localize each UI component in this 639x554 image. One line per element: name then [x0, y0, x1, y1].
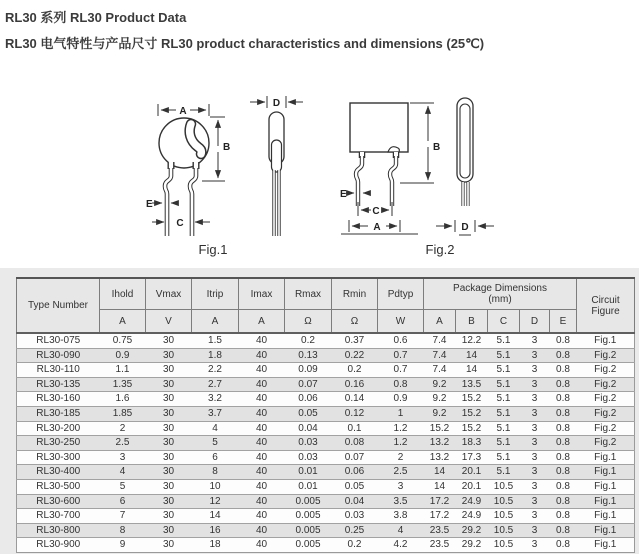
- cell-rmax: 0.01: [285, 479, 332, 494]
- cell-vmax: 30: [146, 523, 192, 538]
- cell-dim-c: 10.5: [488, 479, 520, 494]
- table-row: [17, 436, 635, 451]
- cell-dim-b: 15.2: [456, 421, 488, 436]
- cell-rmax: 0.005: [285, 538, 332, 553]
- table-row: [17, 523, 635, 538]
- cell-rmin: 0.22: [332, 348, 378, 363]
- cell-imax: 40: [239, 538, 285, 553]
- cell-dim-d: 3: [520, 436, 550, 451]
- cell-vmax: 30: [146, 377, 192, 392]
- cell-dim-c: 5.1: [488, 363, 520, 378]
- cell-rmax: 0.09: [285, 363, 332, 378]
- subcol-dim-a: A: [424, 310, 456, 334]
- fig2-front-view: [341, 103, 434, 234]
- cell-itrip: 6: [192, 450, 239, 465]
- fig2-side-view: [436, 98, 494, 235]
- cell-dim-e: 0.8: [550, 333, 577, 348]
- table-row: [17, 377, 635, 392]
- circuit-figure-line1: Circuit: [591, 294, 620, 306]
- cell-dim-c: 5.1: [488, 348, 520, 363]
- table-row: [17, 333, 635, 348]
- cell-rmax: 0.03: [285, 450, 332, 465]
- cell-dim-c: 5.1: [488, 465, 520, 480]
- cell-dim-c: 10.5: [488, 509, 520, 524]
- cell-circuit-figure: Fig.2: [577, 421, 635, 436]
- cell-circuit-figure: Fig.2: [577, 348, 635, 363]
- cell-dim-e: 0.8: [550, 406, 577, 421]
- subcol-dim-d: D: [520, 310, 550, 334]
- cell-ihold: 0.9: [100, 348, 146, 363]
- cell-type-number: RL30-900: [17, 538, 100, 553]
- cell-imax: 40: [239, 479, 285, 494]
- cell-type-number: RL30-400: [17, 465, 100, 480]
- cell-circuit-figure: Fig.2: [577, 406, 635, 421]
- cell-dim-b: 24.9: [456, 509, 488, 524]
- cell-dim-d: 3: [520, 377, 550, 392]
- col-header-circuit-figure: [577, 278, 635, 333]
- cell-dim-e: 0.8: [550, 450, 577, 465]
- unit-vmax: V: [146, 310, 192, 334]
- cell-dim-a: 7.4: [424, 363, 456, 378]
- cell-itrip: 4: [192, 421, 239, 436]
- cell-dim-e: 0.8: [550, 392, 577, 407]
- cell-ihold: 5: [100, 479, 146, 494]
- cell-rmax: 0.005: [285, 494, 332, 509]
- col-header-package-dimensions: [424, 278, 577, 310]
- table-row: [17, 406, 635, 421]
- cell-dim-e: 0.8: [550, 348, 577, 363]
- cell-vmax: 30: [146, 465, 192, 480]
- cell-dim-b: 15.2: [456, 406, 488, 421]
- cell-pdtyp: 2: [378, 450, 424, 465]
- cell-ihold: 3: [100, 450, 146, 465]
- unit-ihold: A: [100, 310, 146, 334]
- cell-rmin: 0.04: [332, 494, 378, 509]
- page-subtitle: RL30 电气特性与产品尺寸 RL30 product characteristics and dimensions (25℃): [5, 36, 485, 51]
- cell-pdtyp: 0.8: [378, 377, 424, 392]
- cell-rmax: 0.01: [285, 465, 332, 480]
- cell-dim-d: 3: [520, 406, 550, 421]
- cell-rmax: 0.2: [285, 333, 332, 348]
- cell-type-number: RL30-160: [17, 392, 100, 407]
- cell-ihold: 0.75: [100, 333, 146, 348]
- cell-pdtyp: 2.5: [378, 465, 424, 480]
- fig2-dim-label-b: B: [433, 142, 441, 153]
- subcol-dim-b: B: [456, 310, 488, 334]
- cell-itrip: 2.7: [192, 377, 239, 392]
- cell-dim-e: 0.8: [550, 538, 577, 553]
- cell-rmin: 0.05: [332, 479, 378, 494]
- table-row: [17, 421, 635, 436]
- table-row: [17, 392, 635, 407]
- fig1-dim-label-c: C: [176, 218, 184, 229]
- cell-itrip: 8: [192, 465, 239, 480]
- table-row: [17, 538, 635, 553]
- cell-circuit-figure: Fig.2: [577, 363, 635, 378]
- cell-dim-d: 3: [520, 465, 550, 480]
- product-data-table: [16, 277, 635, 553]
- cell-dim-c: 10.5: [488, 523, 520, 538]
- fig1-dim-label-a: A: [179, 106, 187, 117]
- cell-itrip: 10: [192, 479, 239, 494]
- cell-dim-e: 0.8: [550, 509, 577, 524]
- fig1-dimension-diagram: [140, 86, 340, 242]
- cell-dim-c: 10.5: [488, 494, 520, 509]
- cell-pdtyp: 1.2: [378, 436, 424, 451]
- table-row: [17, 494, 635, 509]
- cell-imax: 40: [239, 436, 285, 451]
- cell-vmax: 30: [146, 436, 192, 451]
- cell-dim-d: 3: [520, 333, 550, 348]
- subcol-dim-e: E: [550, 310, 577, 334]
- cell-itrip: 18: [192, 538, 239, 553]
- cell-dim-b: 29.2: [456, 538, 488, 553]
- col-header-type-number: Type Number: [17, 278, 100, 333]
- cell-circuit-figure: Fig.1: [577, 479, 635, 494]
- cell-dim-a: 17.2: [424, 494, 456, 509]
- cell-vmax: 30: [146, 333, 192, 348]
- cell-type-number: RL30-700: [17, 509, 100, 524]
- cell-dim-e: 0.8: [550, 523, 577, 538]
- cell-dim-b: 12.2: [456, 333, 488, 348]
- cell-rmax: 0.13: [285, 348, 332, 363]
- cell-type-number: RL30-075: [17, 333, 100, 348]
- cell-ihold: 8: [100, 523, 146, 538]
- fig2-dim-label-d: D: [461, 222, 469, 233]
- cell-pdtyp: 1.2: [378, 421, 424, 436]
- cell-ihold: 7: [100, 509, 146, 524]
- cell-pdtyp: 3: [378, 479, 424, 494]
- unit-itrip: A: [192, 310, 239, 334]
- cell-ihold: 2.5: [100, 436, 146, 451]
- cell-rmin: 0.08: [332, 436, 378, 451]
- col-header-rmax: Rmax: [285, 278, 332, 310]
- cell-itrip: 3.2: [192, 392, 239, 407]
- cell-rmin: 0.37: [332, 333, 378, 348]
- cell-dim-e: 0.8: [550, 494, 577, 509]
- unit-rmin: Ω: [332, 310, 378, 334]
- cell-imax: 40: [239, 523, 285, 538]
- cell-pdtyp: 1: [378, 406, 424, 421]
- cell-imax: 40: [239, 333, 285, 348]
- cell-circuit-figure: Fig.2: [577, 392, 635, 407]
- cell-dim-c: 5.1: [488, 333, 520, 348]
- table-row: [17, 509, 635, 524]
- col-header-itrip: Itrip: [192, 278, 239, 310]
- cell-pdtyp: 3.8: [378, 509, 424, 524]
- cell-dim-a: 9.2: [424, 377, 456, 392]
- page-title: RL30 系列 RL30 Product Data: [5, 10, 187, 25]
- disc-body: [159, 118, 209, 168]
- cell-imax: 40: [239, 450, 285, 465]
- box-body: [350, 103, 408, 152]
- cell-dim-b: 17.3: [456, 450, 488, 465]
- table-row: [17, 450, 635, 465]
- fig2-dim-label-c: C: [372, 206, 380, 217]
- table-row: [17, 363, 635, 378]
- cell-dim-b: 20.1: [456, 465, 488, 480]
- cell-dim-d: 3: [520, 523, 550, 538]
- cell-rmin: 0.1: [332, 421, 378, 436]
- cell-type-number: RL30-500: [17, 479, 100, 494]
- cell-dim-d: 3: [520, 494, 550, 509]
- fig2-caption: Fig.2: [425, 242, 455, 257]
- cell-circuit-figure: Fig.2: [577, 436, 635, 451]
- cell-dim-b: 29.2: [456, 523, 488, 538]
- cell-dim-a: 23.5: [424, 538, 456, 553]
- cell-ihold: 6: [100, 494, 146, 509]
- cell-dim-b: 15.2: [456, 392, 488, 407]
- cell-itrip: 14: [192, 509, 239, 524]
- fig1-side-view: [250, 96, 303, 236]
- cell-dim-e: 0.8: [550, 363, 577, 378]
- cell-ihold: 4: [100, 465, 146, 480]
- cell-dim-d: 3: [520, 421, 550, 436]
- cell-vmax: 30: [146, 392, 192, 407]
- cell-ihold: 1.35: [100, 377, 146, 392]
- cell-pdtyp: 0.9: [378, 392, 424, 407]
- cell-dim-e: 0.8: [550, 421, 577, 436]
- unit-pdtyp: W: [378, 310, 424, 334]
- cell-imax: 40: [239, 465, 285, 480]
- cell-circuit-figure: Fig.1: [577, 333, 635, 348]
- cell-rmin: 0.16: [332, 377, 378, 392]
- cell-dim-a: 7.4: [424, 348, 456, 363]
- cell-type-number: RL30-250: [17, 436, 100, 451]
- cell-dim-d: 3: [520, 450, 550, 465]
- cell-type-number: RL30-600: [17, 494, 100, 509]
- cell-circuit-figure: Fig.1: [577, 538, 635, 553]
- package-dimensions-unit: (mm): [488, 294, 512, 305]
- cell-dim-e: 0.8: [550, 377, 577, 392]
- cell-circuit-figure: Fig.1: [577, 523, 635, 538]
- table-section: [0, 268, 639, 554]
- cell-vmax: 30: [146, 509, 192, 524]
- cell-dim-b: 13.5: [456, 377, 488, 392]
- cell-dim-b: 14: [456, 348, 488, 363]
- cell-vmax: 30: [146, 538, 192, 553]
- cell-imax: 40: [239, 348, 285, 363]
- cell-rmin: 0.2: [332, 538, 378, 553]
- cell-dim-b: 14: [456, 363, 488, 378]
- cell-ihold: 1.6: [100, 392, 146, 407]
- col-header-imax: Imax: [239, 278, 285, 310]
- cell-type-number: RL30-090: [17, 348, 100, 363]
- cell-dim-a: 14: [424, 465, 456, 480]
- col-header-pdtyp: Pdtyp: [378, 278, 424, 310]
- cell-imax: 40: [239, 406, 285, 421]
- cell-circuit-figure: Fig.1: [577, 465, 635, 480]
- cell-imax: 40: [239, 377, 285, 392]
- cell-rmax: 0.005: [285, 523, 332, 538]
- cell-itrip: 3.7: [192, 406, 239, 421]
- cell-itrip: 12: [192, 494, 239, 509]
- cell-rmin: 0.14: [332, 392, 378, 407]
- cell-dim-c: 5.1: [488, 377, 520, 392]
- cell-type-number: RL30-200: [17, 421, 100, 436]
- cell-imax: 40: [239, 363, 285, 378]
- cell-dim-a: 14: [424, 479, 456, 494]
- cell-vmax: 30: [146, 479, 192, 494]
- cell-ihold: 1.85: [100, 406, 146, 421]
- table-body: [17, 333, 635, 552]
- cell-vmax: 30: [146, 363, 192, 378]
- cell-dim-a: 9.2: [424, 392, 456, 407]
- cell-dim-a: 13.2: [424, 436, 456, 451]
- cell-pdtyp: 0.6: [378, 333, 424, 348]
- cell-circuit-figure: Fig.1: [577, 450, 635, 465]
- cell-itrip: 5: [192, 436, 239, 451]
- cell-rmin: 0.06: [332, 465, 378, 480]
- fig2-dimension-diagram: [338, 86, 540, 242]
- fig1-caption: Fig.1: [198, 242, 228, 257]
- cell-type-number: RL30-185: [17, 406, 100, 421]
- cell-dim-e: 0.8: [550, 436, 577, 451]
- cell-circuit-figure: Fig.2: [577, 377, 635, 392]
- cell-dim-c: 5.1: [488, 436, 520, 451]
- cell-dim-a: 9.2: [424, 406, 456, 421]
- cell-dim-c: 5.1: [488, 406, 520, 421]
- cell-dim-c: 10.5: [488, 538, 520, 553]
- cell-rmax: 0.05: [285, 406, 332, 421]
- table-row: [17, 465, 635, 480]
- cell-vmax: 30: [146, 406, 192, 421]
- cell-vmax: 30: [146, 348, 192, 363]
- cell-circuit-figure: Fig.1: [577, 494, 635, 509]
- table-row: [17, 348, 635, 363]
- col-header-rmin: Rmin: [332, 278, 378, 310]
- cell-imax: 40: [239, 494, 285, 509]
- cell-dim-e: 0.8: [550, 479, 577, 494]
- cell-rmax: 0.005: [285, 509, 332, 524]
- cell-dim-b: 20.1: [456, 479, 488, 494]
- cell-imax: 40: [239, 392, 285, 407]
- cell-vmax: 30: [146, 421, 192, 436]
- fig1-dim-label-d: D: [272, 98, 281, 109]
- circuit-figure-line2: Figure: [591, 305, 620, 317]
- cell-rmax: 0.06: [285, 392, 332, 407]
- subcol-dim-c: C: [488, 310, 520, 334]
- cell-pdtyp: 3.5: [378, 494, 424, 509]
- cell-dim-a: 15.2: [424, 421, 456, 436]
- cell-dim-a: 23.5: [424, 523, 456, 538]
- cell-itrip: 1.5: [192, 333, 239, 348]
- cell-type-number: RL30-300: [17, 450, 100, 465]
- unit-imax: A: [239, 310, 285, 334]
- cell-dim-d: 3: [520, 392, 550, 407]
- cell-dim-d: 3: [520, 479, 550, 494]
- fig2-dim-label-a: A: [373, 222, 381, 233]
- cell-rmax: 0.07: [285, 377, 332, 392]
- cell-vmax: 30: [146, 450, 192, 465]
- cell-ihold: 9: [100, 538, 146, 553]
- cell-ihold: 2: [100, 421, 146, 436]
- cell-dim-e: 0.8: [550, 465, 577, 480]
- cell-itrip: 2.2: [192, 363, 239, 378]
- cell-type-number: RL30-800: [17, 523, 100, 538]
- cell-ihold: 1.1: [100, 363, 146, 378]
- cell-itrip: 16: [192, 523, 239, 538]
- cell-imax: 40: [239, 421, 285, 436]
- cell-dim-a: 17.2: [424, 509, 456, 524]
- cell-dim-d: 3: [520, 509, 550, 524]
- col-header-ihold: Ihold: [100, 278, 146, 310]
- fig1-dim-label-e: E: [146, 199, 153, 210]
- cell-type-number: RL30-135: [17, 377, 100, 392]
- cell-vmax: 30: [146, 494, 192, 509]
- unit-rmax: Ω: [285, 310, 332, 334]
- cell-pdtyp: 0.7: [378, 363, 424, 378]
- cell-type-number: RL30-110: [17, 363, 100, 378]
- cell-rmin: 0.07: [332, 450, 378, 465]
- cell-itrip: 1.8: [192, 348, 239, 363]
- fig1-dim-label-b: B: [223, 142, 231, 153]
- cell-pdtyp: 4.2: [378, 538, 424, 553]
- cell-dim-c: 5.1: [488, 421, 520, 436]
- cell-circuit-figure: Fig.1: [577, 509, 635, 524]
- cell-dim-c: 5.1: [488, 450, 520, 465]
- cell-dim-c: 5.1: [488, 392, 520, 407]
- fig2-dim-label-e: E: [340, 189, 347, 200]
- col-header-vmax: Vmax: [146, 278, 192, 310]
- cell-rmin: 0.03: [332, 509, 378, 524]
- cell-dim-d: 3: [520, 348, 550, 363]
- cell-rmax: 0.03: [285, 436, 332, 451]
- table-row: [17, 479, 635, 494]
- cell-rmin: 0.25: [332, 523, 378, 538]
- fig1-front-view: [152, 104, 225, 236]
- cell-rmax: 0.04: [285, 421, 332, 436]
- cell-pdtyp: 0.7: [378, 348, 424, 363]
- cell-rmin: 0.2: [332, 363, 378, 378]
- cell-dim-d: 3: [520, 363, 550, 378]
- cell-dim-d: 3: [520, 538, 550, 553]
- cell-dim-a: 7.4: [424, 333, 456, 348]
- cell-pdtyp: 4: [378, 523, 424, 538]
- package-dimensions-title: Package Dimensions: [453, 283, 547, 294]
- cell-rmin: 0.12: [332, 406, 378, 421]
- cell-dim-a: 13.2: [424, 450, 456, 465]
- cell-dim-b: 18.3: [456, 436, 488, 451]
- cell-dim-b: 24.9: [456, 494, 488, 509]
- cell-imax: 40: [239, 509, 285, 524]
